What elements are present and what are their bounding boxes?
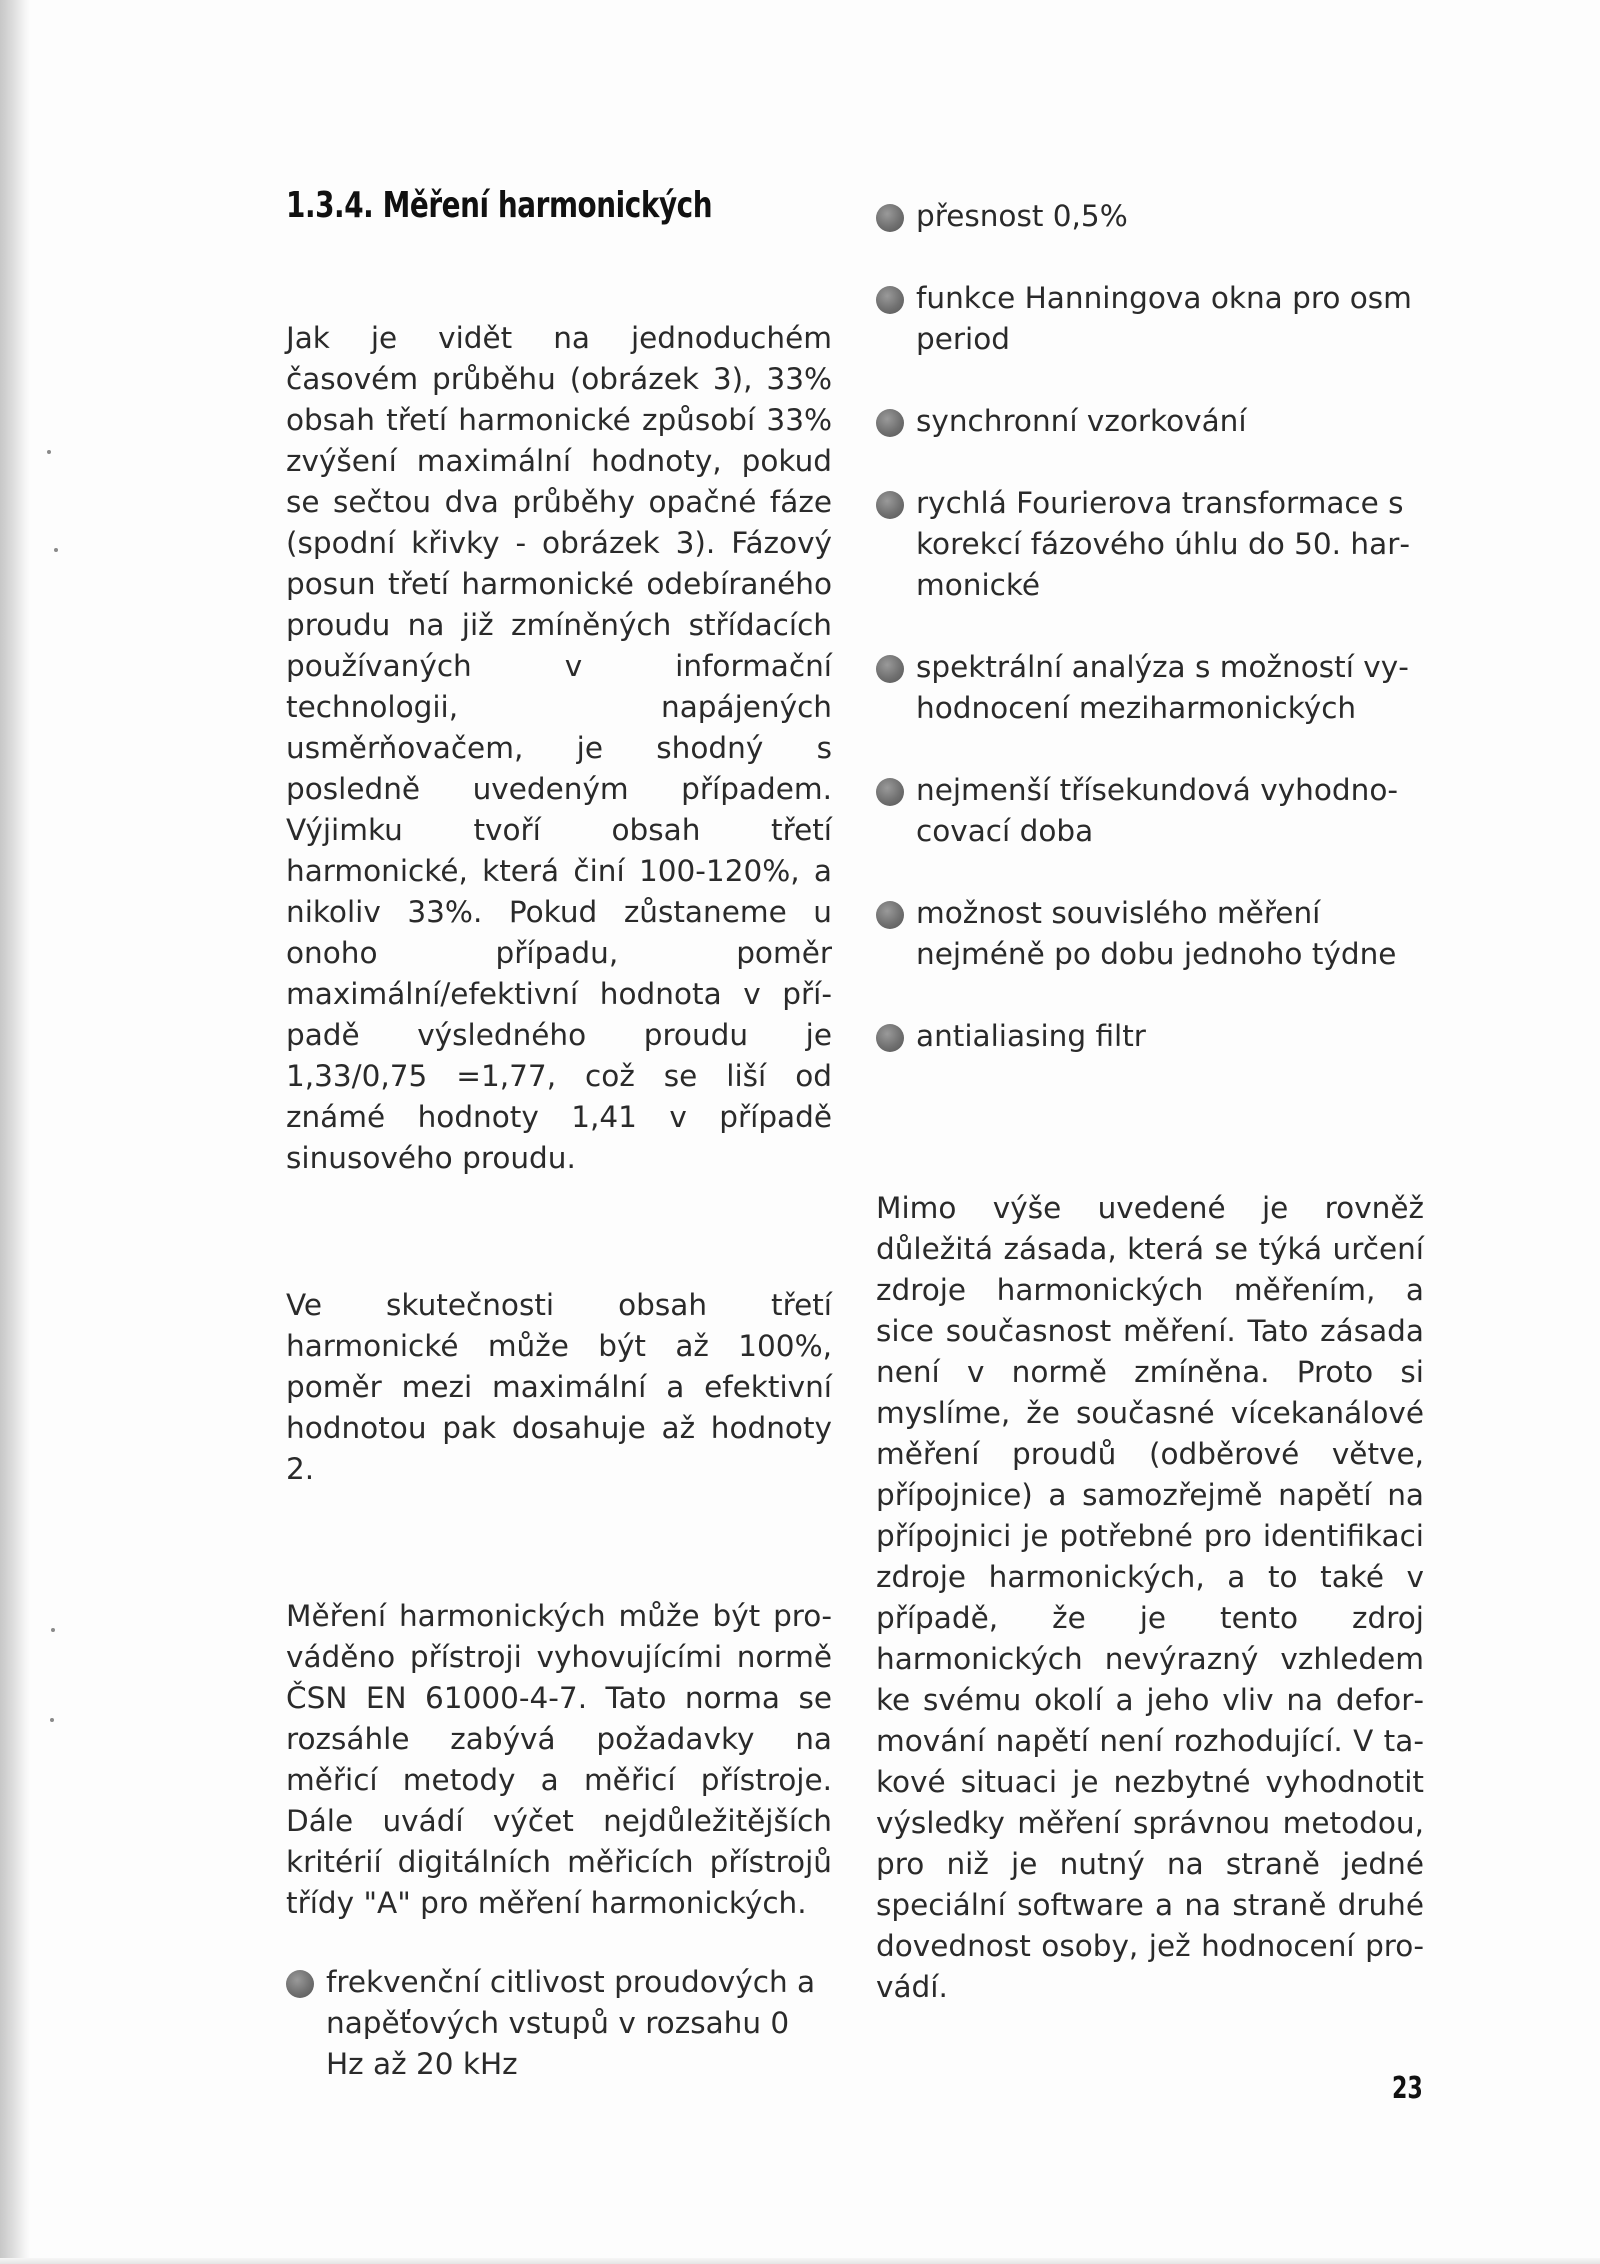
list-item <box>876 483 1424 606</box>
left-column <box>286 184 832 2085</box>
list-item-text: antialiasing filtr <box>916 1019 1146 1053</box>
bullet-dot-icon <box>876 204 904 232</box>
list-item-text: frekvenční citlivost proudových a napěťových vstupů v rozsahu 0 Hz až 20 kHz <box>326 1965 816 2081</box>
list-item-text: přesnost 0,5% <box>916 199 1128 233</box>
list-item-text: nejmenší třísekundová vyhodnocovací doba <box>916 773 1399 848</box>
paragraph-harmonic-waveform: Jak je vidět na jednoduchém časovém průběhu (obrázek 3), 33% obsah třetí harmonické způsobí 33% zvýšení maximální hodnoty, pokud se sečtou dva průběhy opačné fáze (spodní křivky - obrázek 3). Fázový posun třetí harmonické odebíraného proudu na již zmíněných střídacích používaných v informační technologii, napájených usměrňovačem, je shodný s posledně uvedeným případem. Výjimku tvoří obsah třetí harmonické, která činí 100-120%, a nikoliv 33%. Pokud zůstaneme u onoho případu, poměr maximální/efektivní hodnota v případě výsledného proudu je 1,33/0,75 =1,77, což se liší od známé hodnoty 1,41 v případě sinusového proudu. <box>286 321 832 1175</box>
list-item-text: funkce Hanningova okna pro osm period <box>916 281 1412 356</box>
right-column <box>876 196 1424 2008</box>
section-heading: 1.3.4. Měření harmonických <box>286 185 713 226</box>
scan-speck <box>47 450 51 454</box>
binding-shadow <box>0 0 30 2264</box>
list-item <box>286 1962 832 2085</box>
scan-speck <box>51 1628 55 1632</box>
bullet-dot-icon <box>876 1024 904 1052</box>
list-item-text: spektrální analýza s možností vyhodnocení meziharmonických <box>916 650 1409 725</box>
bullet-dot-icon <box>876 901 904 929</box>
scan-speck <box>54 548 58 552</box>
bullet-dot-icon <box>286 1970 314 1998</box>
bottom-edge-shadow <box>0 2258 1600 2264</box>
list-item-text: rychlá Fourierova transformace s korekcí fázového úhlu do 50. harmonické <box>916 486 1410 602</box>
list-item <box>876 770 1424 852</box>
list-item <box>876 893 1424 975</box>
list-item <box>876 401 1424 442</box>
list-item <box>876 196 1424 237</box>
bullet-dot-icon <box>876 491 904 519</box>
paragraph-third-harmonic-content: Ve skutečnosti obsah třetí harmonické může být až 100%, poměr mezi maximální a efektivní hodnotou pak dosahuje až hodnoty 2. <box>286 1288 832 1486</box>
list-item <box>876 278 1424 360</box>
page-number: 23 <box>1392 2071 1423 2106</box>
list-item-text: synchronní vzorkování <box>916 404 1247 438</box>
bullet-dot-icon <box>876 655 904 683</box>
paragraph-simultaneous-measurement: Mimo výše uvedené je rovněž důležitá zásada, která se týká určení zdroje harmonických měřením, a sice současnost měření. Tato zásada není v normě zmíněna. Proto si myslíme, že současné vícekanálové měření proudů (odběrové větve, přípojnice) a samozřejmě napětí na přípojnici je potřebné pro identifikaci zdroje harmonických, a to také v případě, že je tento zdroj harmonických nevýrazný vzhledem ke svému okolí a jeho vliv na deformování napětí není rozhodující. V takové situaci je nezbytné vyhodnotit výsledky měření správnou metodou, pro niž je nutný na straně jedné speciální software a na straně druhé dovednost osoby, jež hodnocení provádí. <box>876 1191 1424 2004</box>
bullet-dot-icon <box>876 409 904 437</box>
list-item <box>876 1016 1424 1057</box>
criteria-list <box>876 196 1424 1057</box>
paragraph-measurement-standard: Měření harmonických může být prováděno přístroji vyhovujícími normě ČSN EN 61000-4-7. Tato norma se rozsáhle zabývá požadavky na měřicí metody a měřicí přístroje. Dále uvádí výčet nejdůležitějších kritérií digitálních měřicích přístrojů třídy "A" pro měření harmonických. <box>286 1599 832 1920</box>
bullet-dot-icon <box>876 286 904 314</box>
scan-speck <box>50 1718 54 1722</box>
list-item-text: možnost souvislého měření nejméně po dobu jednoho týdne <box>916 896 1397 971</box>
bullet-dot-icon <box>876 778 904 806</box>
list-item <box>876 647 1424 729</box>
